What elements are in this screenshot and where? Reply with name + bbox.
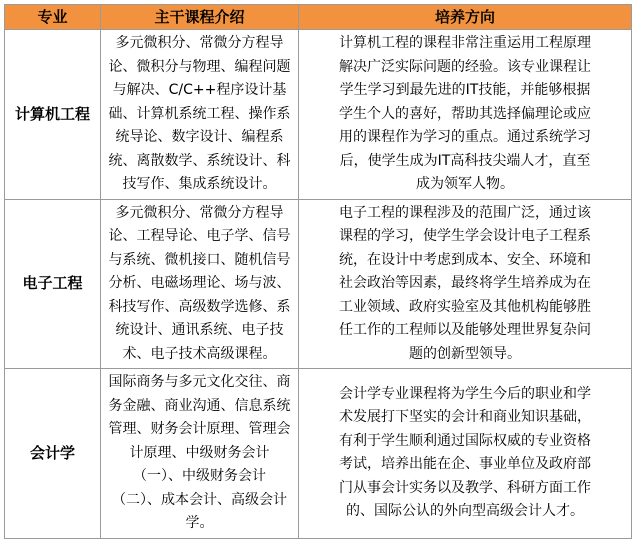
- major-cell: 计算机工程: [5, 30, 101, 200]
- header-major: 专业: [5, 5, 101, 30]
- courses-cell: [101, 30, 299, 200]
- direction-line: 电子工程的课程涉及的范围广泛，通过该: [339, 204, 591, 221]
- courses-cell: [101, 199, 299, 369]
- courses-line: 多元微积分、常微分方程导: [115, 35, 284, 51]
- courses-line: （二）、成本会计、高级会计: [112, 491, 287, 508]
- courses-line: 与系统、微机接口、随机信号: [108, 251, 291, 268]
- direction-line: 考试，培养出能在企、事业单位及政府部: [339, 456, 591, 473]
- courses-line: 技写作、集成系统设计。: [122, 176, 277, 192]
- direction-line: 学生个人的喜好，帮助其选择偏理论或应: [339, 105, 591, 122]
- courses-cell: [101, 369, 299, 539]
- courses-line: 计原理、中级财务会计: [129, 444, 270, 461]
- table-row: [5, 369, 632, 539]
- courses-line: 管理、财务会计原理、管理会: [108, 421, 291, 437]
- courses-line: 与解决、C/C++程序设计基: [112, 82, 287, 98]
- courses-line: 统设计、通讯系统、电子技: [115, 322, 284, 338]
- courses-line: （一）、中级财务会计: [133, 468, 266, 484]
- direction-line: 课程的学习，使学生学会设计电子工程系: [339, 228, 591, 244]
- courses-line: 统导论、数字设计、编程系: [115, 129, 284, 145]
- direction-cell: [299, 199, 632, 369]
- program-table: [4, 4, 632, 539]
- direction-line: 门从事会计实务以及教学、科研方面工作: [339, 479, 591, 496]
- direction-line: 统，在设计中考虑到成本、安全、环境和: [339, 251, 591, 268]
- header-direction: 培养方向: [299, 5, 632, 30]
- courses-line: 国际商务与多元文化交往、商: [108, 374, 291, 390]
- direction-cell: [299, 369, 632, 539]
- direction-line: 成为领军人物。: [416, 176, 514, 192]
- direction-line: 工业领域、政府实验室及其他机构能够胜: [339, 298, 591, 315]
- direction-line: 有利于学生顺利通过国际权威的专业资格: [339, 432, 591, 449]
- direction-cell: [299, 30, 632, 200]
- courses-line: 统、离散数学、系统设计、科: [108, 152, 291, 169]
- direction-line: 学生学习到最先进的IT技能，并能够根据: [339, 82, 591, 98]
- direction-line: 解决广泛实际问题的经验。该专业课程让: [339, 58, 591, 75]
- direction-line: 任工作的工程师以及能够处理世界复杂问: [339, 322, 591, 338]
- courses-line: 分析、电磁场理论、场与波、: [108, 275, 291, 291]
- table-row: [5, 199, 632, 369]
- courses-line: 术、电子技术高级课程。: [122, 345, 277, 362]
- header-courses: 主干课程介绍: [101, 5, 299, 30]
- direction-line: 术发展打下坚实的会计和商业知识基础，: [339, 409, 591, 426]
- direction-line: 的、国际公认的外向型高级会计人才。: [346, 503, 584, 520]
- courses-line: 科技写作、高级数学选修、系: [108, 298, 291, 315]
- courses-line: 多元微积分、常微分方程导: [115, 204, 284, 221]
- header-row: [5, 5, 632, 30]
- courses-line: 学。: [185, 515, 214, 531]
- courses-line: 论、工程导论、电子学、信号: [108, 228, 291, 244]
- courses-line: 础、计算机系统工程、操作系: [108, 105, 291, 122]
- table-row: [5, 30, 632, 200]
- direction-line: 会计学专业课程将为学生今后的职业和学: [339, 385, 591, 402]
- direction-line: 用的课程作为学习的重点。通过系统学习: [339, 129, 591, 145]
- major-cell: 电子工程: [5, 199, 101, 369]
- courses-line: 论、微积分与物理、编程问题: [108, 58, 291, 75]
- direction-line: 题的创新型领导。: [409, 345, 521, 362]
- direction-line: 计算机工程的课程非常注重运用工程原理: [339, 35, 591, 51]
- courses-line: 务金融、商业沟通、信息系统: [108, 397, 291, 414]
- major-cell: 会计学: [5, 369, 101, 539]
- direction-line: 社会政治等因素，最终将学生培养成为在: [339, 275, 591, 291]
- direction-line: 后，使学生成为IT高科技尖端人才，直至: [339, 152, 591, 169]
